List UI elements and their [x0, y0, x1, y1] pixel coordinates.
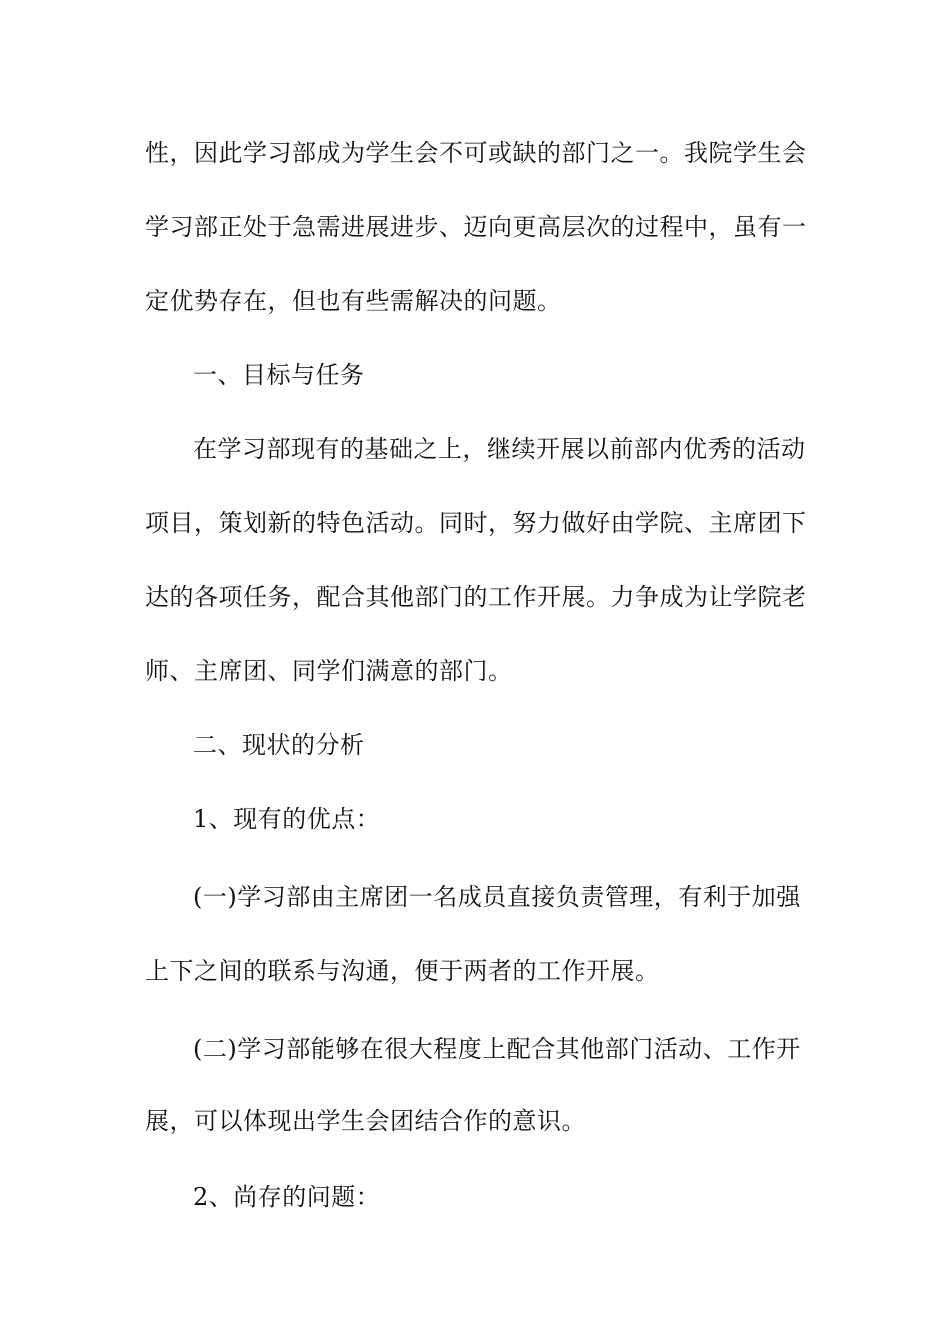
paragraph-line: 学习部正处于急需进展进步、迈向更高层次的过程中，虽有一: [145, 213, 807, 241]
subsection-heading: 2、尚存的问题：: [193, 1183, 381, 1211]
paragraph-line: 项目，策划新的特色活动。同时，努力做好由学院、主席团下: [145, 509, 807, 537]
section-heading: 二、现状的分析: [193, 731, 365, 759]
paragraph-line: 定优势存在，但也有些需解决的问题。: [145, 287, 562, 315]
paragraph-line: (二)学习部能够在很大程度上配合其他部门活动、工作开: [193, 1035, 801, 1063]
subsection-heading: 1、现有的优点：: [193, 805, 381, 833]
paragraph-line: 达的各项任务，配合其他部门的工作开展。力争成为让学院老: [145, 583, 807, 611]
section-heading: 一、目标与任务: [193, 361, 365, 389]
paragraph-line: 师、主席团、同学们满意的部门。: [145, 657, 513, 685]
paragraph-line: 上下之间的联系与沟通，便于两者的工作开展。: [145, 957, 660, 985]
paragraph-line: (一)学习部由主席团一名成员直接负责管理，有利于加强: [193, 883, 801, 911]
paragraph-line: 性，因此学习部成为学生会不可或缺的部门之一。我院学生会: [145, 139, 807, 167]
paragraph-line: 在学习部现有的基础之上，继续开展以前部内优秀的活动: [193, 435, 806, 463]
paragraph-line: 展，可以体现出学生会团结合作的意识。: [145, 1107, 586, 1135]
